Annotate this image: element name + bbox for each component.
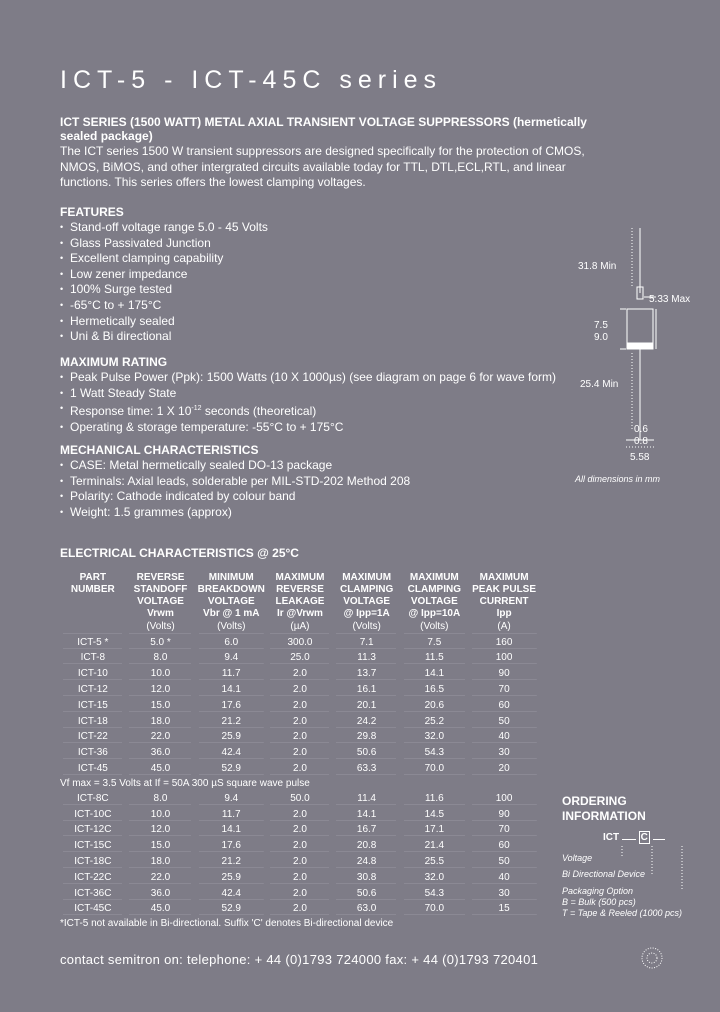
table-separator-row [60,777,540,791]
mechanical-list [60,458,410,520]
table-cell: 30 [468,745,540,761]
table-cell: 5.0 * [126,635,196,651]
table-header-cell: VOLTAGE [207,595,255,607]
table-cell: 11.5 [400,650,468,666]
table-cell: ICT-22C [60,870,126,886]
table-cell: 14.1 [195,822,267,838]
table-cell: 18.0 [126,854,196,870]
table-cell: ICT-12C [60,822,126,838]
table-header-cell: MAXIMUM [342,572,392,583]
table-cell: ICT-15C [60,838,126,854]
table-cell: 90 [468,666,540,682]
table-cell: 29.8 [333,729,401,745]
list-item [60,401,556,420]
table-cell: 21.2 [195,854,267,870]
table-units-cell: (Volts) [333,620,401,635]
table-cell: 70 [468,682,540,698]
table-cell: 36.0 [126,745,196,761]
table-header-cell: PART [79,572,107,583]
table-cell: 16.1 [333,682,401,698]
table-cell: 2.0 [267,698,333,714]
table-cell: 9.4 [195,791,267,807]
table-cell: 20.6 [400,698,468,714]
table-cell: 2.0 [267,761,333,777]
list-item: • Uni & Bi directional [60,329,268,345]
table-cell: ICT-36C [60,886,126,902]
table-row [60,698,540,714]
table-cell: 70.0 [400,901,468,917]
table-row [60,838,540,854]
table-cell: 70.0 [400,761,468,777]
table-cell: 11.4 [333,791,401,807]
electrical-heading: ELECTRICAL CHARACTERISTICS @ 25°C [60,546,299,560]
table-cell: 16.5 [400,682,468,698]
ordering-heading-line2: INFORMATION [562,809,646,823]
table-cell: 13.7 [333,666,401,682]
table-header-cell: STANDOFF [133,583,188,595]
table-cell: 42.4 [195,886,267,902]
table-cell: 25.0 [267,650,333,666]
table-units-cell: (Volts) [126,620,196,635]
table-cell: 25.2 [400,714,468,730]
table-header-cell: Ir @Vrwm [277,607,323,619]
table-cell: 50.6 [333,886,401,902]
list-item: • Polarity: Cathode indicated by colour band [60,489,410,505]
table-row [60,729,540,745]
table-cell: ICT-10 [60,666,126,682]
table-cell: 22.0 [126,870,196,886]
table-cell: 100 [468,791,540,807]
table-cell: 10.0 [126,666,196,682]
features-heading: FEATURES [60,205,124,219]
table-cell: 11.3 [333,650,401,666]
dim-body-b: 9.0 [594,332,608,343]
table-cell: 2.0 [267,822,333,838]
ordering-code-c: C [640,832,648,843]
table-header-row [60,572,540,584]
table-cell: ICT-5 * [60,635,126,651]
dim-lead-length: 31.8 Min [578,261,617,272]
table-cell: 15.0 [126,698,196,714]
table-cell: ICT-18C [60,854,126,870]
table-cell: 2.0 [267,886,333,902]
list-item: • Terminals: Axial leads, solderable per MIL-STD-202 Method 208 [60,474,410,490]
ordering-code-prefix: ICT [603,832,620,843]
table-cell: 11.7 [195,666,267,682]
table-cell: 50.6 [333,745,401,761]
table-cell: 32.0 [400,729,468,745]
table-cell: 14.1 [195,682,267,698]
table-cell: 25.9 [195,870,267,886]
table-header-cell: REVERSE [136,572,185,583]
table-units-cell: (Volts) [400,620,468,635]
table-header-cell: LEAKAGE [275,595,325,607]
table-cell: 63.3 [333,761,401,777]
list-item: • Low zener impedance [60,267,268,283]
table-cell: 2.0 [267,714,333,730]
table-cell: 15.0 [126,838,196,854]
table-header-cell: MINIMUM [208,572,254,583]
table-cell: ICT-45C [60,901,126,917]
table-header-cell: MAXIMUM [409,572,459,583]
table-row [60,791,540,807]
ordering-heading-line1: ORDERING [562,794,627,808]
table-cell: 60 [468,698,540,714]
table-header-cell: CLAMPING [339,583,394,595]
footnote: *ICT-5 not available in Bi-directional. Suffix 'C' denotes Bi-directional device [60,918,394,929]
table-cell: 52.9 [195,761,267,777]
table-cell: 9.4 [195,650,267,666]
list-item: • 1 Watt Steady State [60,386,556,402]
table-header-cell: MAXIMUM [275,572,325,583]
list-item: • CASE: Metal hermetically sealed DO-13 package [60,458,410,474]
table-cell: 17.6 [195,698,267,714]
table-cell: ICT-8 [60,650,126,666]
contact-line: contact semitron on: telephone: + 44 (0)1793 724000 fax: + 44 (0)1793 720401 [60,952,539,967]
response-time-suffix: seconds (theoretical) [201,404,317,419]
table-row [60,807,540,823]
ordering-packaging-tape: T = Tape & Reeled (1000 pcs) [562,908,682,918]
table-cell: 42.4 [195,745,267,761]
table-row [60,682,540,698]
table-cell: 21.4 [400,838,468,854]
table-cell: 24.2 [333,714,401,730]
table-cell: 24.8 [333,854,401,870]
table-header-row [60,608,540,620]
dim-base: 5.58 [630,452,650,463]
table-header-cell: PEAK PULSE [472,583,537,595]
table-header-cell: VOLTAGE [410,595,458,607]
table-cell: 40 [468,870,540,886]
table-cell: 12.0 [126,822,196,838]
table-header-cell: @ Ipp=10A [408,607,461,619]
max-rating-heading: MAXIMUM RATING [60,355,168,369]
dim-lower-lead: 25.4 Min [580,379,619,390]
table-cell: 14.1 [333,807,401,823]
table-cell: ICT-36 [60,745,126,761]
table-cell: 32.0 [400,870,468,886]
table-row [60,822,540,838]
table-cell: 11.7 [195,807,267,823]
table-cell: 21.2 [195,714,267,730]
table-row [60,870,540,886]
table-cell: 52.9 [195,901,267,917]
table-cell: 7.1 [333,635,401,651]
table-row [60,745,540,761]
table-cell: 17.1 [400,822,468,838]
table-cell: 20 [468,761,540,777]
mechanical-heading: MECHANICAL CHARACTERISTICS [60,443,259,457]
table-row [60,886,540,902]
list-item: • Weight: 1.5 grammes (approx) [60,505,410,521]
table-cell: ICT-15 [60,698,126,714]
subtitle: ICT SERIES (1500 WATT) METAL AXIAL TRANSIENT VOLTAGE SUPPRESSORS (hermetically sealed package) [60,115,587,143]
table-cell: ICT-22 [60,729,126,745]
ordering-packaging-label: Packaging Option [562,886,634,896]
table-cell: 2.0 [267,682,333,698]
table-header-cell: BREAKDOWN [197,583,265,595]
table-row [60,714,540,730]
table-cell: 2.0 [267,870,333,886]
table-cell: 6.0 [195,635,267,651]
table-cell: 10.0 [126,807,196,823]
table-header-cell: VOLTAGE [343,595,391,607]
table-row [60,761,540,777]
table-cell: 36.0 [126,886,196,902]
table-cell: 17.6 [195,838,267,854]
table-cell: 22.0 [126,729,196,745]
table-cell: 45.0 [126,761,196,777]
table-cell: 54.3 [400,745,468,761]
table-units-cell: (A) [468,620,540,635]
ordering-bidirectional-label: Bi Directional Device [562,869,646,879]
list-item: • Glass Passivated Junction [60,236,268,252]
table-cell: 25.5 [400,854,468,870]
table-cell: 12.0 [126,682,196,698]
table-cell: 8.0 [126,791,196,807]
ordering-heading [562,794,646,824]
table-cell: ICT-10C [60,807,126,823]
table-cell: 30 [468,886,540,902]
list-item: • 100% Surge tested [60,282,268,298]
table-cell: 18.0 [126,714,196,730]
list-item: • Stand-off voltage range 5.0 - 45 Volts [60,220,268,236]
cathode-band [627,343,653,349]
table-header-cell: Vrwm [147,607,174,619]
table-cell: 11.6 [400,791,468,807]
table-cell: ICT-8C [60,791,126,807]
list-item: • -65°C to + 175°C [60,298,268,314]
table-cell: 30.8 [333,870,401,886]
table-cell: 2.0 [267,666,333,682]
table-cell: ICT-12 [60,682,126,698]
dim-neck-max: 5.33 Max [649,294,691,305]
table-header-cell: VOLTAGE [137,595,184,607]
forward-voltage-note: Vf max = 3.5 Volts at If = 50A 300 µS square wave pulse [60,777,310,789]
table-cell: 8.0 [126,650,196,666]
table-row [60,666,540,682]
electrical-characteristics-table [60,572,540,917]
table-cell: 7.5 [400,635,468,651]
table-header-cell: CURRENT [479,595,529,607]
table-cell: 50 [468,714,540,730]
table-cell: 2.0 [267,901,333,917]
features-list [60,220,268,345]
table-cell: 20.1 [333,698,401,714]
table-header-cell: Ipp [496,607,512,619]
dim-lead-dia-b: 0.8 [634,436,648,447]
table-cell: 160 [468,635,540,651]
company-logo-icon [640,946,664,970]
table-cell: 20.8 [333,838,401,854]
table-row [60,650,540,666]
table-cell: 16.7 [333,822,401,838]
table-cell: 25.9 [195,729,267,745]
dimensions-note: All dimensions in mm [575,474,661,484]
dim-body-a: 7.5 [594,320,608,331]
table-header-row [60,584,540,596]
table-units-cell [60,620,126,635]
table-cell: ICT-45 [60,761,126,777]
table-units-cell: (µA) [267,620,333,635]
page-title: ICT-5 - ICT-45C series [60,66,443,94]
table-header-row [60,596,540,608]
table-row [60,854,540,870]
table-header-cell: NUMBER [70,583,115,595]
table-header-cell: REVERSE [276,583,324,595]
table-cell: 45.0 [126,901,196,917]
table-units-row [60,620,540,635]
table-cell: 2.0 [267,854,333,870]
list-item: • Hermetically sealed [60,314,268,330]
dim-lead-dia-a: 0.6 [634,424,648,435]
table-cell: 40 [468,729,540,745]
table-cell: 14.5 [400,807,468,823]
ordering-packaging-bulk: B = Bulk (500 pcs) [562,897,636,907]
table-cell: 15 [468,901,540,917]
table-cell: 63.0 [333,901,401,917]
table-header-cell [60,596,126,608]
table-header-cell: Vbr @ 1 mA [203,607,260,619]
table-cell: ICT-18 [60,714,126,730]
list-item: • Operating & storage temperature: -55°C to + 175°C [60,420,556,436]
max-rating-list [60,370,556,435]
response-time-exponent: -12 [191,405,202,413]
table-header-cell [60,608,126,620]
ordering-voltage-label: Voltage [562,853,593,863]
table-cell: 60 [468,838,540,854]
table-cell: 2.0 [267,807,333,823]
table-cell: 54.3 [400,886,468,902]
table-cell: 2.0 [267,838,333,854]
table-cell: 100 [468,650,540,666]
intro-paragraph: The ICT series 1500 W transient suppressors are designed specifically for the protection of CMOS, NMOS, BiMOS, and other intergrated circuits available today for TTL, DTL,ECL,RTL, and linear functions. This series offers the lowest clamping voltages. [60,144,585,189]
table-cell: 300.0 [267,635,333,651]
list-item: • Peak Pulse Power (Ppk): 1500 Watts (10 X 1000µs) (see diagram on page 6 for wave form) [60,370,556,386]
table-row [60,635,540,651]
table-header-cell: MAXIMUM [479,572,529,583]
table-header-cell: @ Ipp=1A [343,607,390,619]
table-cell: 2.0 [267,729,333,745]
response-time-text: Response time: 1 X 10 [70,404,192,419]
list-item: • Excellent clamping capability [60,251,268,267]
table-header-cell: CLAMPING [407,583,461,595]
table-cell: 2.0 [267,745,333,761]
table-row [60,901,540,917]
table-cell: 14.1 [400,666,468,682]
table-cell: 90 [468,807,540,823]
table-cell: 50.0 [267,791,333,807]
table-cell: 50 [468,854,540,870]
table-cell: 70 [468,822,540,838]
table-units-cell: (Volts) [195,620,267,635]
